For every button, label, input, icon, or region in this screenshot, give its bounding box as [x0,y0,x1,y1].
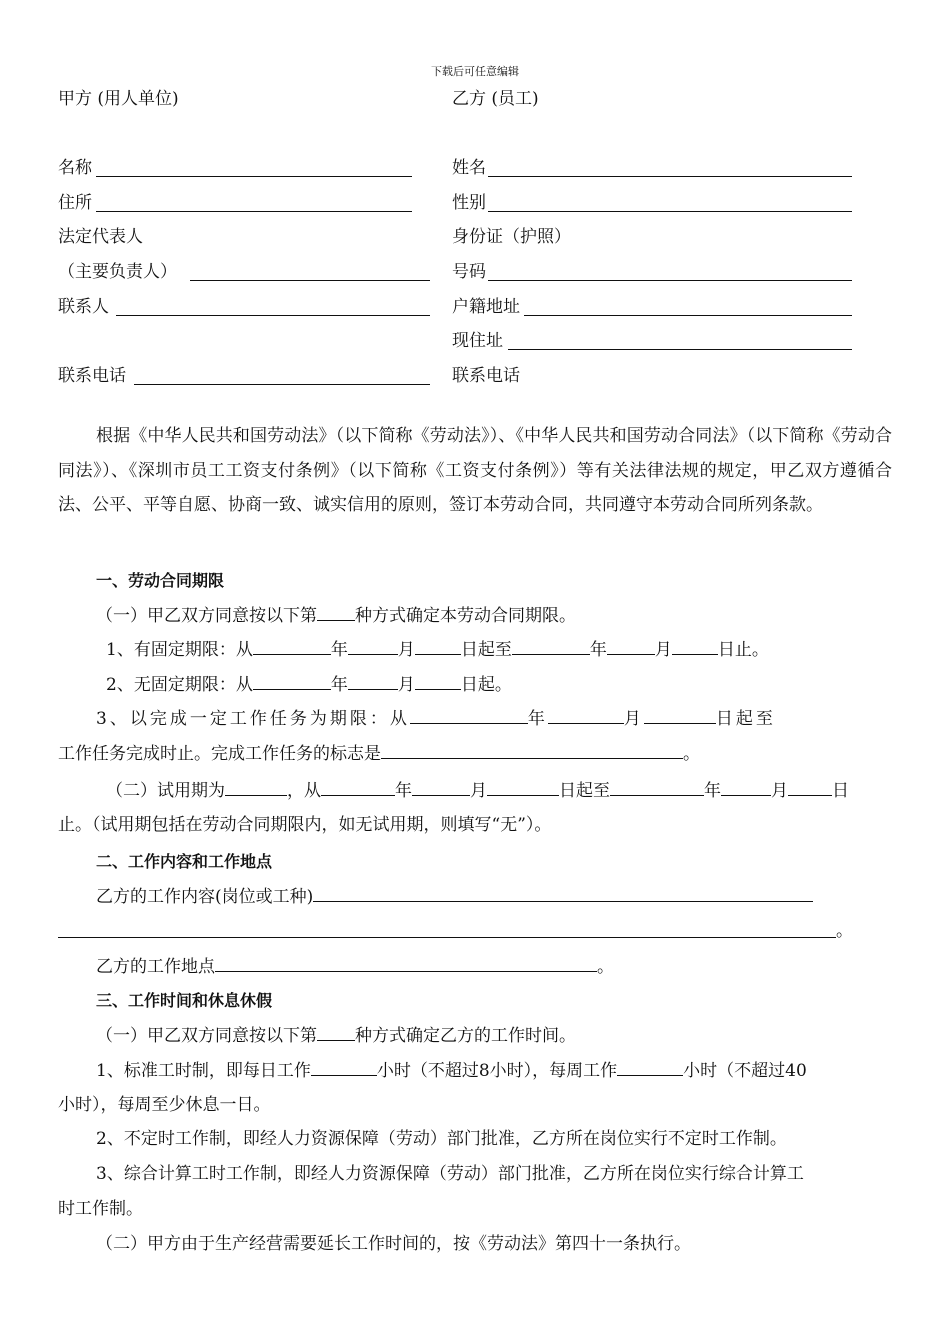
section1-p1-suffix: 种方式确定本劳动合同期限。 [355,606,576,626]
probation-to-month[interactable] [721,779,771,796]
year-label: 年 [704,781,721,801]
section1-p1-prefix: （一）甲乙双方同意按以下第 [96,606,317,626]
party-b-household-label: 户籍地址 [452,297,520,317]
party-a-title: 甲方 (用人单位) [58,89,179,109]
month-label: 月 [397,675,415,695]
overtime-clause: （二）甲方由于生产经营需要延长工作时间的，按《劳动法》第四十一条执行。 [96,1234,691,1254]
year-label: 年 [589,640,607,660]
task-marker-field[interactable] [381,742,683,759]
day-start-label: 日起。 [460,675,512,695]
fixed-from-day[interactable] [415,638,461,655]
probation-from-year[interactable] [321,779,395,796]
work-content-row [96,885,813,908]
party-b-id-number-label: 号码 [452,262,486,282]
period: 。 [597,957,614,977]
party-a-contact-field[interactable] [116,315,430,316]
comprehensive-hours-line2: 时工作制。 [58,1199,143,1219]
day-from-label: 日起至 [559,781,610,801]
probation-to-day[interactable] [788,779,832,796]
section3-p1-suffix: 种方式确定乙方的工作时间。 [355,1026,576,1046]
party-b-id-number-field[interactable] [488,280,852,281]
probation-row [106,779,849,802]
task-term-row [96,707,776,730]
download-note: 下载后可任意编辑 [431,65,519,78]
month-label: 月 [397,640,415,660]
party-b-gender-label: 性别 [452,193,486,213]
task-from-day[interactable] [644,707,716,724]
daily-hours-field[interactable] [311,1059,377,1076]
party-a-phone-field[interactable] [134,384,430,385]
party-b-name-label: 姓名 [452,158,486,178]
party-b-current-field[interactable] [508,349,852,350]
unfixed-from-year[interactable] [253,673,331,690]
work-location-field[interactable] [215,955,597,972]
work-location-label: 乙方的工作地点 [96,957,215,977]
year-label: 年 [395,781,412,801]
task-marker-label: 工作任务完成时止。完成工作任务的标志是 [58,744,381,764]
party-b-name-field[interactable] [488,176,852,177]
task-term-label: 3、以完成一定工作任务为期限：从 [96,709,410,729]
unfixed-term-row [106,673,512,696]
standard-hours-end: 小时（不超过40 [683,1061,807,1081]
party-b-household-field[interactable] [524,315,852,316]
unfixed-term-label: 2、无固定期限：从 [106,675,253,695]
term-method-field[interactable] [317,604,355,621]
period: 。 [683,744,700,764]
year-label: 年 [330,675,348,695]
party-b-current-label: 现住址 [452,331,503,351]
standard-hours-row [96,1059,807,1082]
month-label: 月 [771,781,788,801]
fixed-from-month[interactable] [348,638,398,655]
unfixed-from-day[interactable] [415,673,461,690]
fixed-from-year[interactable] [253,638,331,655]
year-label: 年 [330,640,348,660]
party-a-principal-field[interactable] [190,280,430,281]
party-b-id-label: 身份证（护照） [452,227,571,247]
probation-length-field[interactable] [225,779,287,796]
section2-title: 二、工作内容和工作地点 [96,852,273,871]
section3-title: 三、工作时间和休息休假 [96,991,273,1010]
flexible-hours: 2、不定时工作制，即经人力资源保障（劳动）部门批准，乙方所在岗位实行不定时工作制。 [96,1129,787,1149]
party-a-phone-label: 联系电话 [58,366,126,386]
party-b-title: 乙方 (员工) [452,89,539,109]
probation-to-year[interactable] [610,779,704,796]
party-a-address-label: 住所 [58,193,92,213]
party-a-name-field[interactable] [96,176,412,177]
fixed-to-month[interactable] [607,638,655,655]
task-from-year[interactable] [410,707,528,724]
fixed-to-day[interactable] [672,638,718,655]
standard-hours-label: 1、标准工时制，即每日工作 [96,1061,311,1081]
probation-label: （二）试用期为 [106,781,225,801]
worktime-method-field[interactable] [317,1024,355,1041]
standard-hours-line2: 小时），每周至少休息一日。 [58,1095,271,1115]
party-a-contact-label: 联系人 [58,297,109,317]
month-label: 月 [654,640,672,660]
year-label: 年 [527,709,548,729]
standard-hours-mid: 小时（不超过8小时），每周工作 [376,1061,618,1081]
comprehensive-hours: 3、综合计算工时工作制，即经人力资源保障（劳动）部门批准，乙方所在岗位实行综合计算工 [96,1164,804,1184]
work-content-label: 乙方的工作内容(岗位或工种) [96,887,314,907]
task-term-line2 [58,742,700,765]
unfixed-from-month[interactable] [348,673,398,690]
month-label: 月 [623,709,644,729]
probation-from-day[interactable] [487,779,559,796]
day-until-label: 日止。 [717,640,769,660]
section1-title: 一、劳动合同期限 [96,571,225,590]
work-location-row [96,955,614,978]
section1-p1 [96,604,576,627]
work-content-field-line2[interactable] [58,937,836,938]
day-label: 日 [832,781,849,801]
party-a-legal-rep-label: 法定代表人 [58,227,143,247]
party-a-name-label: 名称 [58,158,92,178]
preamble: 根据《中华人民共和国劳动法》（以下简称《劳动法》）、《中华人民共和国劳动合同法》（以下简称《劳动合同法》）、《深圳市员工工资支付条例》（以下简称《工资支付条例》）等有关法律法规的规定，甲乙双方遵循合法、公平、平等自愿、协商一致、诚实信用的原则，签订本劳动合同，共同遵守本劳动合同所列条款。 [58,426,892,515]
task-end-label: 日起至 [715,709,776,729]
month-label: 月 [470,781,487,801]
fixed-to-year[interactable] [512,638,590,655]
weekly-hours-field[interactable] [617,1059,683,1076]
work-content-field[interactable] [313,885,813,902]
section3-p1 [96,1024,576,1047]
party-b-gender-field[interactable] [488,211,852,212]
probation-from-month[interactable] [412,779,470,796]
party-a-address-field[interactable] [96,211,412,212]
probation-from-label: ，从 [287,781,321,801]
day-from-label: 日起至 [460,640,512,660]
party-b-phone-label: 联系电话 [452,366,520,386]
section3-p1-prefix: （一）甲乙双方同意按以下第 [96,1026,317,1046]
period: 。 [836,921,853,941]
fixed-term-label: 1、有固定期限：从 [106,640,253,660]
party-a-principal-label: （主要负责人） [58,262,177,282]
probation-line2: 止。（试用期包括在劳动合同期限内，如无试用期，则填写“无”）。 [58,815,552,835]
task-from-month[interactable] [548,707,624,724]
fixed-term-row [106,638,769,661]
